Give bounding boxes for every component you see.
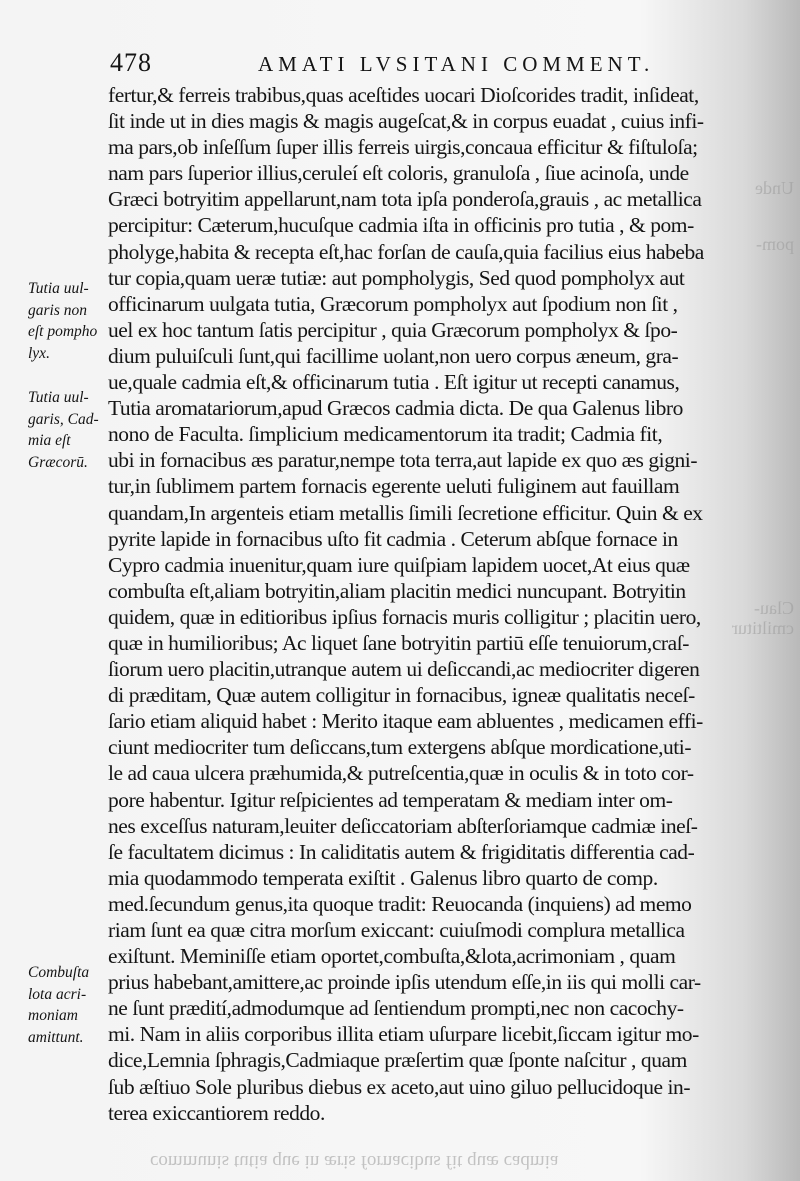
bleed-through-text: pom- <box>756 234 794 254</box>
text-line: tur,in ſublimem partem fornacis egerente ueluti fuliginem aut fauillam <box>108 474 680 499</box>
text-line: le ad caua ulcera præhumida,& putreſcentia,quæ in oculis & in toto cor- <box>108 761 694 786</box>
text-line: ue,quale cadmia eſt,& officinarum tutia . Eſt igitur ut recepti canamus, <box>108 370 680 395</box>
bleed-through-text: Clau- <box>754 598 794 618</box>
text-line: officinarum uulgata tutia, Græcorum pompholyx aut ſpodium non ſit , <box>108 291 678 316</box>
text-line: mi. Nam in aliis corporibus illita etiam uſurpare licebit,ſiccam igitur mo- <box>108 1022 699 1047</box>
text-line: ſario etiam aliquid habet : Merito itaque eam abluentes , medicamen effi- <box>108 709 703 734</box>
text-line: pholyge,habita & recepta eſt,hac forſan de cauſa,quia facilius eius habeba <box>108 239 704 264</box>
text-line: exiſtunt. Meminiſſe etiam oportet,combuſta,&lota,acrimoniam , quam <box>108 944 676 969</box>
text-line: ſiorum uero placitin,utranque autem ui deſiccandi,ac mediocriter digeren <box>108 657 700 682</box>
marginal-note-combusta: Combuſta lota acri- moniam amittunt. <box>28 964 90 1046</box>
bleed-through-text: Unde <box>755 178 794 198</box>
text-line: nono de Faculta. ſimplicium medicamentorum ita tradit; Cadmia fit, <box>108 422 663 447</box>
text-line: med.ſecundum genus,ita quoque tradit: Reuocanda (inquiens) ad memo <box>108 891 692 916</box>
text-line: percipitur: Cæterum,hucuſque cadmia iſta in officinis pro tutia , & pom- <box>108 213 694 238</box>
text-line: di præditam, Quæ autem colligitur in fornacibus, igneæ qualitatis neceſ- <box>108 683 695 708</box>
main-text-block <box>108 82 774 1126</box>
text-line: ma pars,ob inſeſſum ſuper illis ferreis uirgis,concaua efficitur & fiſtuloſa; <box>108 135 698 160</box>
marginal-note-tutia-non-pompholyx: Tutia uul- garis non eſt pompho lyx. <box>28 280 98 362</box>
text-line: pore habentur. Igitur reſpicientes ad temperatam & mediam inter om- <box>108 787 673 812</box>
text-line: ciunt mediocriter tum deſiccans,tum extergens abſque mordicatione,uti- <box>108 735 692 760</box>
text-line: quidem, quæ in editioribus ipſius fornacis muris colligitur ; placitin uero, <box>108 604 701 629</box>
page-number: 478 <box>110 48 152 77</box>
text-line: Tutia aromatariorum,apud Græcos cadmia dicta. De qua Galenus libro <box>108 396 683 421</box>
text-line: dium puluiſculi ſunt,qui facillime uolant,non uero corpus æneum, gra- <box>108 343 679 368</box>
text-line: nam pars ſuperior illius,ceruleí eſt coloris, granuloſa , ſiue acinoſa, unde <box>108 161 689 186</box>
bleed-through-bottom: communis tutia que in æris fornacibus fit quæ cadmia <box>150 1151 559 1172</box>
text-line: terea exiccantiorem reddo. <box>108 1100 325 1125</box>
text-line: ne ſunt prædití,admodumque ad ſentiendum prompti,nec non cacochy- <box>108 996 684 1021</box>
text-line: uel ex hoc tantum ſatis percipitur , quia Græcorum pompholyx & ſpo- <box>108 317 678 342</box>
text-line: Græci botryitim appellarunt,nam tota ipſa ponderoſa,grauis , ac metallica <box>108 187 702 212</box>
marginal-note-tutia-cadmia: Tutia uul- garis, Cad- mia eſt Græcorū. <box>28 389 99 471</box>
text-line: ſub æſtiuo Sole pluribus diebus ex aceto,aut uino giluo pellucidoque in- <box>108 1074 691 1099</box>
text-line: mia quodammodo temperata exiſtit . Galenus libro quarto de comp. <box>108 865 658 890</box>
text-line: ſe facultatem dicimus : In caliditatis autem & frigiditatis differentia cad- <box>108 839 695 864</box>
text-line: riam ſunt ea quæ citra morſum exiccant: cuiuſmodi complura metallica <box>108 918 685 942</box>
text-line: fertur,& ferreis trabibus,quas aceſtides uocari Dioſcorides tradit, inſideat, <box>108 83 699 107</box>
text-line: ſit inde ut in dies magis & magis augeſcat,& in corpus euadat , cuius infi- <box>108 109 704 134</box>
text-line: nes exceſſus naturam,leuiter deſiccatoriam abſterſoriamque cadmiæ ineſ- <box>108 813 698 838</box>
text-line: pyrite lapide in fornacibus uſto fit cadmia . Ceterum abſque fornace in <box>108 526 678 551</box>
text-line: tur copia,quam ueræ tutiæ: aut pompholygis, Sed quod pompholyx aut <box>108 265 685 290</box>
text-line: prius habebant,amittere,ac proinde ipſis utendum eſſe,in iis qui molli car- <box>108 970 701 995</box>
text-line: quæ in humilioribus; Ac liquet ſane botryitin partiū eſſe tenuiorum,craſ- <box>108 630 689 655</box>
text-line: quandam,In argenteis etiam metallis ſimili ſecretione efficitur. Quin & ex <box>108 500 703 525</box>
text-line: combuſta eſt,aliam botryitin,aliam placitin medici nuncupant. Botryitin <box>108 578 686 603</box>
bleed-through-text: cmiltitur <box>732 618 794 638</box>
running-head: AMATI LVSITANI COMMENT. <box>258 52 655 76</box>
text-line: dice,Lemnia ſphragis,Cadmiaque præſertim quæ ſponte naſcitur , quam <box>108 1048 687 1073</box>
text-line: Cypro cadmia inuenitur,quam iure quiſpiam lapidem uocet,At eius quæ <box>108 552 690 577</box>
text-line: ubi in fornacibus æs paratur,nempe tota terra,aut lapide ex quo æs gigni- <box>108 448 698 473</box>
